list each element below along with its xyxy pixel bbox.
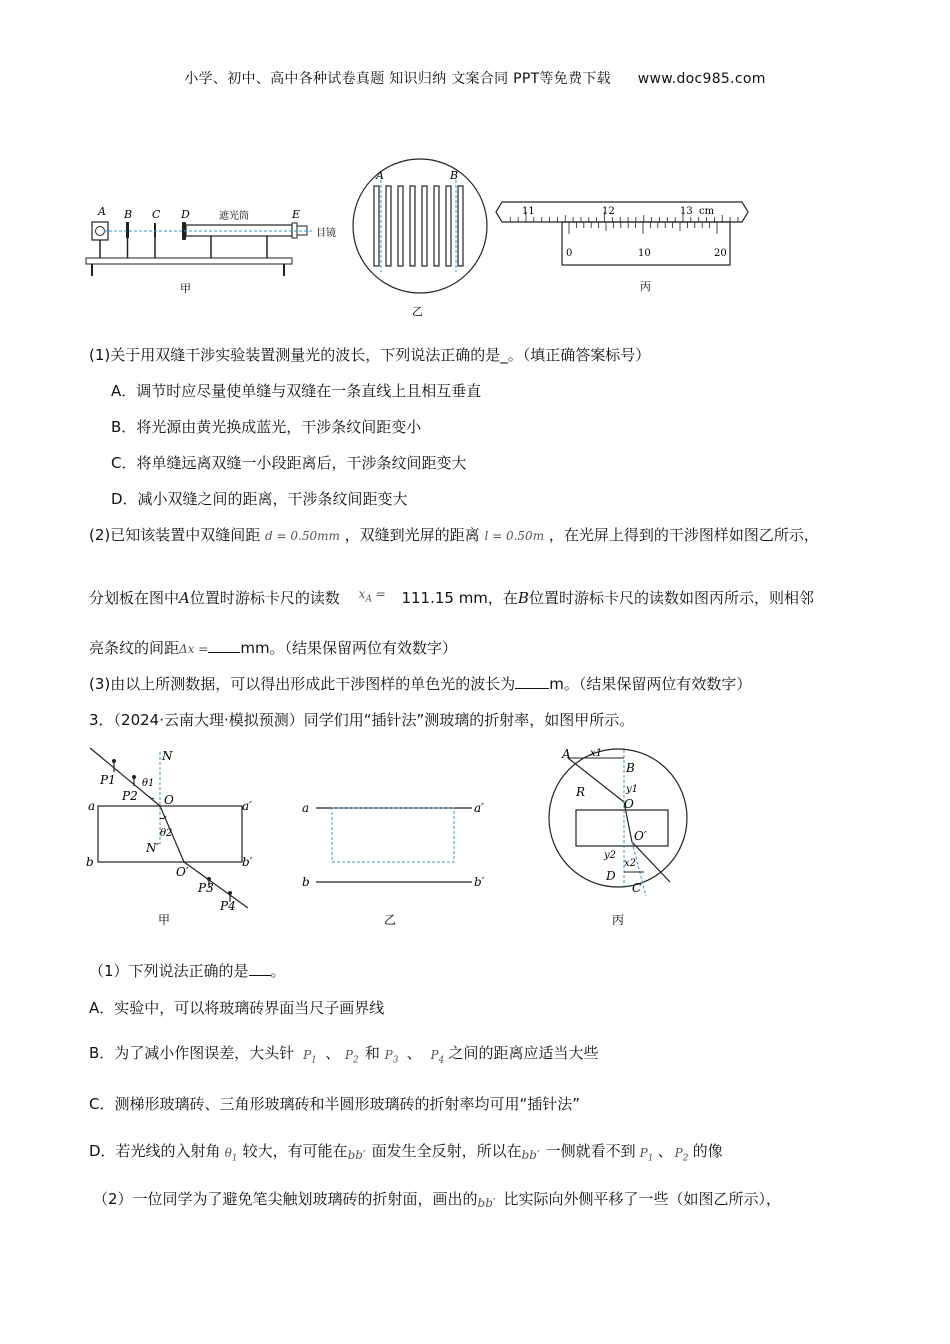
header-url[interactable]: www.doc985.com [637,71,766,87]
q2-option-a: A．调节时应尽量使单缝与双缝在一条直线上且相互垂直 [111,382,482,400]
q2-part3 [89,673,751,695]
var-bb: bb′ [477,1196,496,1210]
label-B: B [124,208,133,221]
caption-q3-jia: 甲 [158,913,171,927]
label-a-prime: a′ [242,799,252,813]
separator: 、 [406,1044,422,1062]
label-R: R [576,785,586,799]
var-A: A [179,589,190,607]
caption-bing: 丙 [640,280,651,293]
q3-part1-stem [89,960,286,982]
label-A: A [98,205,106,218]
var-P: P [639,1146,648,1160]
label-C: C [632,881,642,895]
label-a: a [302,801,310,815]
q3-part2 [93,1188,781,1210]
q2-option-b: B．将光源由黄光换成蓝光，干涉条纹间距变小 [111,418,422,436]
label-y2: y2 [604,850,617,861]
var-x: x [358,587,366,601]
q3-option-c: C．测梯形玻璃砖、三角形玻璃砖和半圆形玻璃砖的折射率均可用“插针法” [89,1095,581,1113]
sub-A: A [365,594,372,605]
label-y1: y1 [626,784,639,795]
q3-p1-text: （1）下列说法正确的是 [89,962,249,980]
caption-q3-bing: 丙 [612,913,625,927]
q3-optd-text: 的像 [692,1142,723,1160]
label-O: O [624,797,634,811]
q3-p2-text: 比实际向外侧平移了一些（如图乙所示）， [503,1190,782,1208]
separator: 、 [325,1044,341,1062]
label-C: C [152,208,161,221]
label-A: A [562,747,571,761]
q2-p2-text: 亮条纹的间距 [89,639,180,657]
separator: 、 [657,1142,673,1160]
q2-p2-text: mm。（结果保留两位有效数字） [240,639,458,657]
q3-stem: 3．（2024·云南大理·模拟预测）同学们用“插针法”测玻璃的折射率，如图甲所示。 [89,711,635,729]
q3-optd-text: D．若光线的入射角 [89,1142,221,1160]
label-O-prime: O′ [634,829,647,843]
vernier-tick-20: 20 [714,248,727,259]
q2-part1-stem: (1)关于用双缝干涉实验装置测量光的波长，下列说法正确的是_。（填正确答案标号） [89,346,651,364]
main-tick-12: 12 [602,206,615,217]
label-B: B [626,761,635,775]
label-b-prime: b′ [242,855,253,869]
figure-q3-jia [84,740,264,930]
q2-p2-text-a: (2)已知该装置中双缝间距 [89,526,261,544]
var-B: B [517,589,529,607]
var-P: P [384,1048,393,1062]
q3-p1-text: 。 [270,962,286,980]
label-x2: x2 [624,858,637,869]
var-P: P [674,1146,683,1160]
q3-optd-text: 较大，有可能在 [242,1142,348,1160]
var-P: P [430,1048,439,1062]
vernier-tick-0: 0 [566,248,573,259]
q2-option-c: C．将单缝远离双缝一小段距离后，干涉条纹间距变大 [111,454,467,472]
caption-jia: 甲 [180,282,191,295]
answer-blank-q3-1[interactable] [249,960,271,976]
sub-1: 1 [311,1055,317,1066]
label-D: D [606,869,616,883]
eyepiece-label: 目镜 [316,228,336,239]
sub-4: 4 [438,1055,445,1066]
label-D: D [181,208,190,221]
label-O: O [164,793,174,807]
unit-cm: cm [699,206,715,217]
var-P: P [344,1048,353,1062]
label-O-prime: O′ [176,865,189,879]
caption-yi: 乙 [412,305,423,318]
answer-blank-wavelength[interactable] [515,673,549,689]
formula-d: d = 0.50mm [265,529,340,543]
equals: = [375,587,386,601]
sub-2: 2 [682,1153,689,1164]
var-P: P [303,1048,312,1062]
q3-optb-text: B．为了减小作图误差，大头针 [89,1044,295,1062]
answer-blank-dx[interactable] [208,637,240,653]
formula-l: l = 0.50m [484,529,545,543]
label-theta1: θ1 [142,778,155,789]
label-b: b [86,855,94,869]
q2-part2-line2 [89,587,814,609]
q2-p3-text: m。（结果保留两位有效数字） [549,675,752,693]
q3-optd-text: 一侧就看不到 [545,1142,636,1160]
tube-label: 遮光筒 [219,211,249,222]
label-b-prime: b′ [474,875,485,889]
label-E: E [292,208,301,221]
label-A: A [376,169,384,182]
q3-optd-text: 面发生全反射，所以在 [371,1142,522,1160]
label-P3: P3 [198,881,214,895]
q2-p2-text-c: ，在光屏上得到的干涉图样如图乙所示， [548,526,819,544]
header-text: 小学、初中、高中各种试卷真题 知识归纳 文案合同 PPT等免费下载 [184,71,611,87]
caption-q3-yi: 乙 [384,913,397,927]
reading-value: 111.15 mm，在 [401,589,518,607]
q3-optb-text: 之间的距离应适当大些 [448,1044,599,1062]
q2-option-d: D．减小双缝之间的距离，干涉条纹间距变大 [111,490,408,508]
var-bb: bb′ [347,1148,366,1162]
label-N: N [162,749,173,763]
q2-p2-text: 位置时游标卡尺的读数 [189,589,340,607]
label-P4: P4 [220,899,236,913]
main-tick-11: 11 [522,206,535,217]
figure-jia-apparatus [84,196,354,296]
label-B: B [450,169,459,182]
figure-yi-fringes [352,150,492,320]
label-b: b [302,875,310,889]
q3-p2-text: （2）一位同学为了避免笔尖触划玻璃砖的折射面，画出的 [93,1190,478,1208]
main-tick-13: 13 [680,206,693,217]
label-x1: x1 [590,748,603,759]
q3-option-a: A．实验中，可以将玻璃砖界面当尺子画界线 [89,999,385,1017]
var-bb: bb′ [521,1148,540,1162]
q2-p3-text: (3)由以上所测数据，可以得出形成此干涉图样的单色光的波长为 [89,675,516,693]
figure-q3-bing [546,740,696,932]
figure-q3-yi [296,790,496,930]
label-P2: P2 [122,789,138,803]
sub-1: 1 [231,1153,238,1164]
q2-p2-text-b: ，双缝到光屏的距离 [344,526,480,544]
label-P1: P1 [100,773,116,787]
label-N-prime: N′ [146,841,160,855]
sub-1: 1 [647,1153,654,1164]
page-header [0,68,950,88]
label-a: a [88,799,96,813]
q2-p2-text: 分划板在图中 [89,589,180,607]
q3-option-d [89,1140,723,1162]
formula-dx: Δx = [179,642,209,656]
conjunction: 和 [364,1044,380,1062]
vernier-tick-10: 10 [638,248,651,259]
sub-3: 3 [392,1055,399,1066]
var-theta: θ [224,1146,232,1160]
q3-option-b [89,1042,598,1064]
label-a-prime: a′ [474,801,484,815]
figure-bing-vernier [494,196,756,296]
q2-p2-text: 位置时游标卡尺的读数如图丙所示，则相邻 [528,589,814,607]
q2-part2-line1 [89,524,819,547]
label-theta2: θ2 [160,828,173,839]
sub-2: 2 [352,1055,359,1066]
q2-part2-line3 [89,637,457,660]
